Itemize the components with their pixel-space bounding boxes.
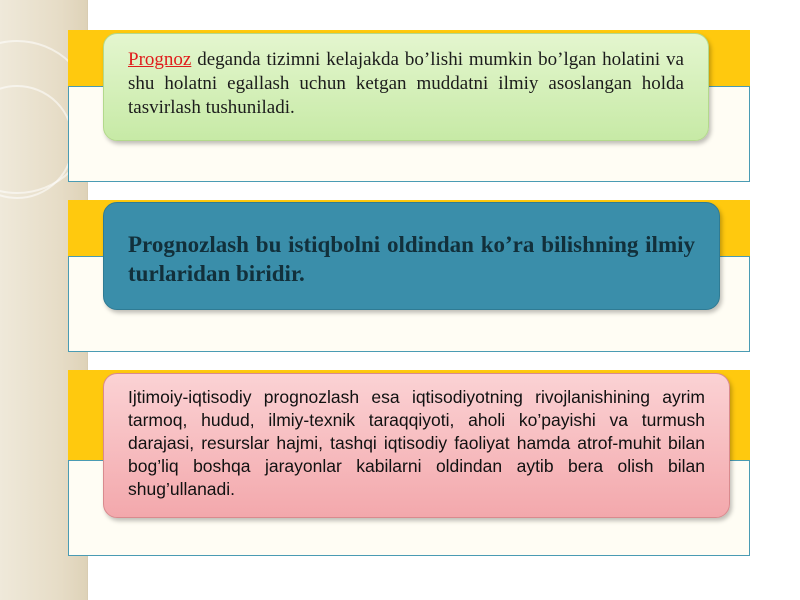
definition-box-prognozlash <box>103 202 720 310</box>
definition-box-prognoz <box>103 33 709 141</box>
definition-box-socioeconomic <box>103 373 730 518</box>
definition-text-prognoz: deganda tizimni kelajakda bo’lishi mumkin bo’lgan holatini va shu holatni egallash uchun ketgan muddatni ilmiy asoslangan holda tasvirlash tushuniladi. <box>128 49 684 118</box>
definition-text-prognozlash: Prognozlash bu istiqbolni oldindan ko’ra bilishning ilmiy turlaridan biridir. <box>128 232 695 286</box>
definition-text-socioeconomic: Ijtimoiy-iqtisodiy prognozlash esa iqtisodiyotning rivojlanishining ayrim tarmoq, hudud, ilmiy-texnik taraqqiyoti, aholi ko’payishi va turmush darajasi, resurslar hajmi, tashqi iqtisodiy faoliyat hamda atrof-muhit bilan bog’liq boshqa jarayonlar kabilarni oldindan aytib bera olish bilan shug’ullanadi. <box>128 387 705 499</box>
term-prognoz: Prognoz <box>128 49 192 70</box>
